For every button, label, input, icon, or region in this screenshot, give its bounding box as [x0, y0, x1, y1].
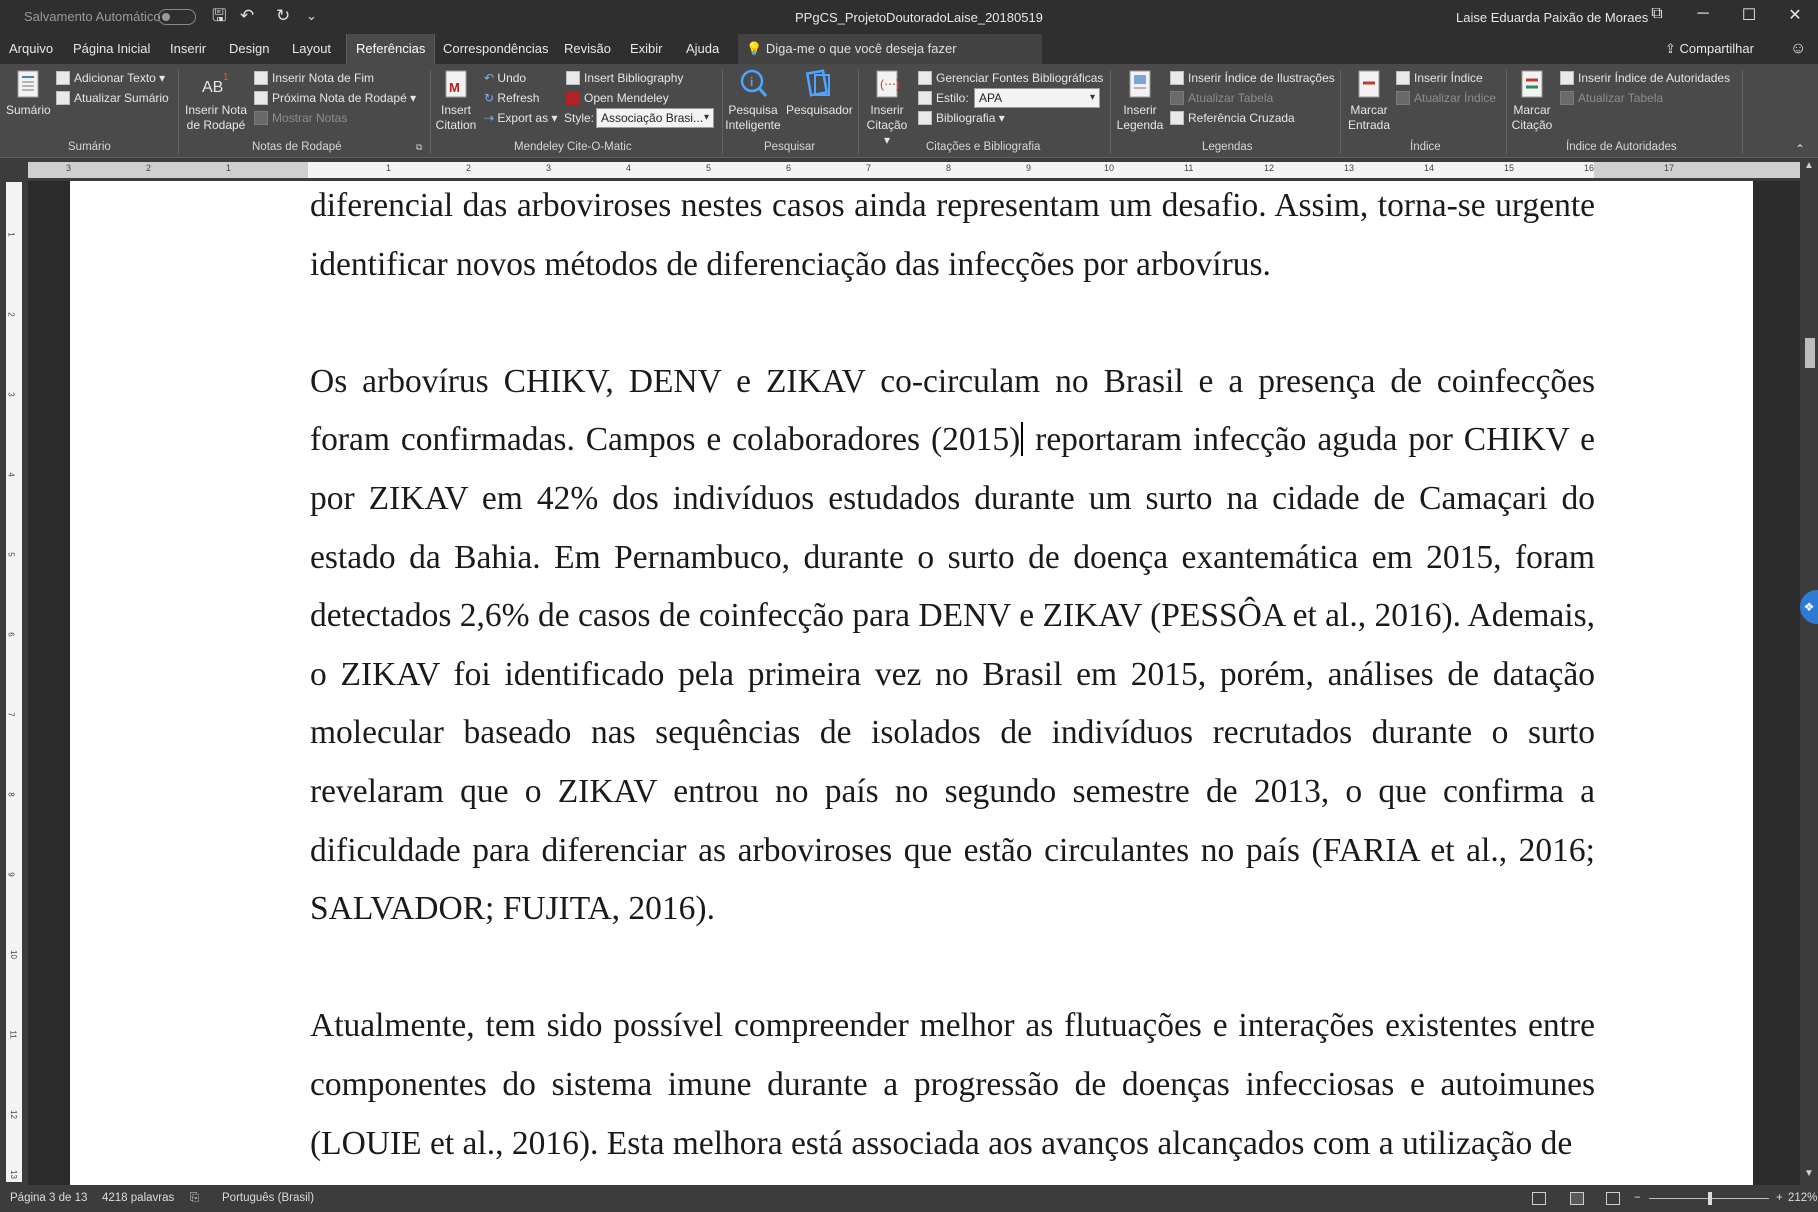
- group-label-legendas: Legendas: [1202, 141, 1253, 153]
- title-bar: [0, 0, 1818, 34]
- bibliography-icon: [566, 71, 580, 85]
- user-name[interactable]: Laise Eduarda Paixão de Moraes: [1456, 10, 1649, 25]
- svg-text:1: 1: [223, 72, 229, 83]
- tab-pagina-inicial[interactable]: Página Inicial: [73, 41, 151, 56]
- update-table-icon: [1170, 91, 1184, 105]
- horizontal-ruler-row: [0, 159, 1818, 181]
- document-body[interactable]: [310, 181, 1595, 1185]
- ruler-number: 11: [1184, 163, 1194, 173]
- ribbon-separator: [858, 70, 859, 154]
- mendeley-undo-button[interactable]: [484, 68, 526, 88]
- vruler-number: 12: [8, 1110, 18, 1119]
- svg-text:AB: AB: [202, 79, 224, 96]
- table-of-contents-icon: [12, 68, 44, 100]
- ruler-number: 8: [946, 163, 952, 173]
- ruler-number: 7: [866, 163, 872, 173]
- inserir-nota-fim-label: Inserir Nota de Fim: [272, 71, 375, 85]
- inserir-indice-autoridades-button[interactable]: [1560, 68, 1730, 88]
- zoom-out-button[interactable]: −: [1634, 1192, 1641, 1204]
- ribbon-separator: [430, 70, 431, 154]
- smart-lookup-icon: [737, 68, 769, 100]
- group-label-indice: Índice: [1410, 141, 1441, 153]
- insert-bibliography-label: Insert Bibliography: [584, 71, 684, 85]
- open-mendeley-button[interactable]: [566, 88, 669, 108]
- zoom-level[interactable]: 212%: [1788, 1192, 1818, 1204]
- researcher-icon: [803, 68, 835, 100]
- group-label-sumario: Sumário: [68, 141, 111, 153]
- proofing-icon[interactable]: ⎘: [190, 1192, 200, 1204]
- inserir-indice-button[interactable]: [1396, 68, 1483, 88]
- mendeley-refresh-button[interactable]: [484, 88, 539, 108]
- vruler-number: 7: [6, 712, 16, 717]
- atualizar-sumario-button[interactable]: [56, 88, 169, 108]
- style-label: Style:: [564, 111, 595, 125]
- tell-me-search[interactable]: 💡 Diga-me o que você deseja fazer: [738, 34, 1042, 64]
- gerenciar-fontes-button[interactable]: [918, 68, 1103, 88]
- marcar-citacao-line2: Citação: [1511, 118, 1553, 132]
- vruler-number: 8: [6, 792, 16, 797]
- language-indicator[interactable]: Português (Brasil): [222, 1192, 315, 1204]
- paragraph-2-part-b: reportaram infecção aguda por CHIKV e por ZIKAV em 42% dos indivíduos estudados durante um surto na cidade de Camaçari do estado da Bahia. Em Pernambuco, durante o surto de doença exantemática em 2015, foram detectados 2,6% de casos de coinfecção para DENV e ZIKAV (PESSÔA et al., 2016). Ademais, o ZIKAV foi identificado pela primeira vez no Brasil em 2015, porém, análises de datação molecular baseado nas sequências de isolados de indivíduos recrutados durante o surto revelaram que o ZIKAV entrou no país no segundo semestre de 2013, o que confirma a dificuldade para diferenciar as arboviroses que estão circulantes no país (FARIA et al., 2016; SALVADOR; FUJITA, 2016).: [310, 421, 1595, 928]
- ruler-number: 4: [626, 163, 632, 173]
- open-mendeley-label: Open Mendeley: [584, 91, 669, 105]
- style-icon: [918, 91, 932, 105]
- vertical-ruler[interactable]: [6, 182, 22, 1182]
- customize-qat-icon[interactable]: ⌄: [306, 8, 317, 23]
- paragraph-2-part-a: Os arbovírus CHIKV, DENV e ZIKAV co-circulam no Brasil e a presença de coinfecções foram confirmadas. Campos e colaboradores (2015): [310, 362, 1595, 459]
- mark-citation-icon: [1516, 68, 1548, 100]
- group-label-mendeley: Mendeley Cite-O-Matic: [514, 141, 632, 153]
- tab-exibir[interactable]: Exibir: [630, 41, 663, 56]
- mendeley-refresh-label: Refresh: [497, 91, 540, 105]
- sumario-label: Sumário: [6, 103, 51, 117]
- document-canvas[interactable]: [28, 181, 1800, 1185]
- inserir-nota-rodape-button[interactable]: [184, 68, 248, 133]
- group-label-autoridades: Índice de Autoridades: [1566, 141, 1677, 153]
- inserir-indice-label: Inserir Índice: [1414, 71, 1483, 85]
- inserir-indice-ilustracoes-button[interactable]: [1170, 68, 1335, 88]
- ribbon: [0, 64, 1818, 158]
- ruler-number: 15: [1504, 163, 1515, 173]
- vruler-number: 9: [6, 872, 16, 877]
- insert-citation-line2: Citation: [435, 118, 477, 132]
- referencia-cruzada-label: Referência Cruzada: [1188, 111, 1295, 125]
- mark-entry-icon: [1353, 68, 1385, 100]
- maximize-button[interactable]: ☐: [1741, 7, 1757, 24]
- svg-text:i: i: [750, 75, 754, 89]
- ruler-number: 3: [546, 163, 552, 173]
- document-page[interactable]: [70, 181, 1753, 1185]
- vruler-number: 2: [6, 312, 16, 317]
- inserir-legenda-line2: Legenda: [1116, 118, 1164, 132]
- footnote-icon: [200, 68, 232, 100]
- manage-sources-icon: [918, 71, 932, 85]
- atualizar-tabela-autoridades-label: Atualizar Tabela: [1578, 91, 1664, 105]
- document-title: PPgCS_ProjetoDoutoradoLaise_20180519: [795, 10, 1043, 25]
- endnote-icon: [254, 71, 268, 85]
- insert-citation-line1: Insert: [440, 103, 471, 117]
- export-as-label: Export as: [497, 111, 549, 125]
- inserir-nota-line2: de Rodapé: [186, 118, 246, 132]
- zoom-in-button[interactable]: +: [1776, 1192, 1783, 1204]
- tab-layout[interactable]: Layout: [292, 41, 332, 56]
- insert-index-icon: [1396, 71, 1410, 85]
- group-label-citacoes: Citações e Bibliografia: [926, 141, 1041, 153]
- referencia-cruzada-button[interactable]: [1170, 108, 1295, 128]
- bibliografia-label: Bibliografia: [936, 111, 996, 125]
- pesquisa-line1: Pesquisa: [728, 103, 778, 117]
- pesquisa-line2: Inteligente: [725, 118, 781, 132]
- word-count[interactable]: 4218 palavras: [102, 1192, 175, 1204]
- tab-referencias[interactable]: Referências: [346, 34, 435, 64]
- pesquisador-label: Pesquisador: [786, 103, 853, 117]
- save-icon[interactable]: 🖫: [212, 6, 227, 25]
- mendeley-logo-icon: [566, 91, 580, 105]
- pesquisador-button[interactable]: [786, 68, 852, 118]
- insert-citation-button[interactable]: [434, 68, 478, 133]
- dropbox-badge-icon[interactable]: ❖: [1800, 590, 1818, 624]
- tab-arquivo[interactable]: Arquivo: [9, 41, 54, 56]
- share-label: Compartilhar: [1679, 41, 1754, 56]
- group-label-notas: Notas de Rodapé: [252, 141, 342, 153]
- atualizar-tabela-legendas-button[interactable]: [1170, 88, 1273, 108]
- show-notes-icon: [254, 111, 268, 125]
- atualizar-tabela-legendas-label: Atualizar Tabela: [1188, 91, 1274, 105]
- vruler-number: 4: [6, 472, 16, 477]
- mostrar-notas-button[interactable]: [254, 108, 347, 128]
- atualizar-indice-button[interactable]: [1396, 88, 1496, 108]
- bibliography-style-value: APA: [979, 91, 1003, 105]
- ribbon-separator: [722, 70, 723, 154]
- marcar-citacao-button[interactable]: [1508, 68, 1556, 133]
- vruler-number: 1: [6, 232, 16, 237]
- inserir-nota-line1: Inserir Nota: [184, 103, 248, 117]
- minimize-button[interactable]: ─: [1697, 5, 1709, 22]
- svg-text:(⋯): (⋯): [880, 77, 900, 91]
- inserir-citacao-button[interactable]: (⋯) Inserir Citação ▾: [862, 68, 912, 148]
- ruler-number: 1: [226, 163, 232, 173]
- group-label-pesquisar: Pesquisar: [764, 141, 816, 153]
- insert-caption-icon: [1124, 68, 1156, 100]
- scroll-up-icon[interactable]: ▲: [1804, 160, 1814, 171]
- inserir-citacao-line1: Inserir: [870, 103, 904, 117]
- inserir-legenda-line1: Inserir: [1123, 103, 1157, 117]
- marcar-entrada-line2: Entrada: [1347, 118, 1391, 132]
- undo-icon[interactable]: ↶: [240, 6, 255, 25]
- ruler-number: 12: [1264, 163, 1275, 173]
- inserir-indice-ilustracoes-label: Inserir Índice de Ilustrações: [1188, 71, 1335, 85]
- dialog-launcher-icon[interactable]: ⧉: [416, 142, 423, 152]
- update-index-icon: [1396, 91, 1410, 105]
- inserir-legenda-button[interactable]: [1114, 68, 1166, 133]
- inserir-nota-fim-button[interactable]: [254, 68, 374, 88]
- insert-bibliography-button[interactable]: [566, 68, 683, 88]
- marcar-entrada-line1: Marcar: [1350, 103, 1388, 117]
- tab-inserir[interactable]: Inserir: [170, 41, 207, 56]
- proxima-nota-button[interactable]: Próxima Nota de Rodapé ▾: [254, 88, 416, 108]
- ruler-number: 16: [1584, 163, 1595, 173]
- inserir-citacao-line2: Citação: [866, 118, 908, 132]
- ruler-number: 2: [146, 163, 152, 173]
- close-button[interactable]: ✕: [1788, 7, 1802, 24]
- bibliography-style-select[interactable]: [974, 88, 1100, 108]
- ruler-number: 6: [786, 163, 792, 173]
- tell-me-text: Diga-me o que você deseja fazer: [765, 41, 957, 56]
- atualizar-sumario-label: Atualizar Sumário: [74, 91, 169, 105]
- ruler-number: 9: [1026, 163, 1032, 173]
- text-cursor: [1021, 422, 1023, 456]
- print-layout-icon[interactable]: [1570, 1192, 1584, 1205]
- ribbon-separator: [1340, 70, 1341, 154]
- vruler-number: 10: [8, 950, 18, 959]
- table-of-authorities-icon: [1560, 71, 1574, 85]
- vruler-number: 5: [6, 552, 16, 557]
- proxima-nota-label: Próxima Nota de Rodapé: [272, 91, 407, 105]
- share-button[interactable]: ⇪ Compartilhar: [1665, 41, 1754, 56]
- marcar-citacao-line1: Marcar: [1513, 103, 1551, 117]
- horizontal-ruler[interactable]: [28, 162, 1800, 178]
- estilo-label: [918, 88, 969, 108]
- redo-icon[interactable]: ↻: [276, 6, 291, 25]
- collapse-ribbon-icon[interactable]: ⌃: [1795, 142, 1806, 156]
- mendeley-undo-label: Undo: [497, 71, 527, 85]
- ruler-number: 17: [1664, 163, 1675, 173]
- tab-correspondencias[interactable]: Correspondências: [443, 41, 549, 56]
- undo-arrow-icon: ↶: [484, 71, 495, 85]
- vruler-number: 13: [8, 1170, 18, 1179]
- tab-design[interactable]: Design: [229, 41, 270, 56]
- next-footnote-icon: [254, 91, 268, 105]
- smiley-feedback-icon[interactable]: ☺: [1790, 40, 1807, 57]
- ribbon-separator: [178, 70, 179, 154]
- citation-style-value: Associação Brasi...: [601, 111, 704, 125]
- ruler-number: 14: [1424, 163, 1435, 173]
- table-of-figures-icon: [1170, 71, 1184, 85]
- inserir-indice-autoridades-label: Inserir Índice de Autoridades: [1578, 71, 1731, 85]
- vruler-number: 3: [6, 392, 16, 397]
- ribbon-separator: [1742, 70, 1743, 154]
- autosave-toggle[interactable]: [158, 9, 196, 25]
- ruler-number: 13: [1344, 163, 1355, 173]
- mostrar-notas-label: Mostrar Notas: [272, 111, 348, 125]
- mendeley-citation-icon: [440, 68, 472, 100]
- ribbon-display-icon[interactable]: ⧉: [1651, 5, 1663, 22]
- pesquisa-inteligente-button[interactable]: [724, 68, 782, 133]
- vertical-scrollbar[interactable]: [1800, 158, 1818, 1185]
- ruler-number: 10: [1104, 163, 1115, 173]
- paragraph-3[interactable]: Atualmente, tem sido possível compreender melhor as flutuações e interações existentes entre componentes do sistema imune durante a progressão de doenças infecciosas e autoimunes (LOUIE et al., 2016). Esta melhora está associada aos avanços alcançados com a utilização de: [310, 1007, 1595, 1162]
- adicionar-texto-button[interactable]: Adicionar Texto ▾: [56, 68, 165, 88]
- vruler-number: 11: [8, 1030, 18, 1039]
- add-text-icon: [56, 71, 70, 85]
- ruler-number: 5: [706, 163, 712, 173]
- atualizar-tabela-autoridades-button[interactable]: [1560, 88, 1663, 108]
- ribbon-separator: [1506, 70, 1507, 154]
- web-layout-icon[interactable]: [1606, 1192, 1620, 1205]
- insert-citation-icon: [871, 68, 903, 100]
- read-mode-icon[interactable]: [1532, 1192, 1546, 1205]
- export-as-button[interactable]: ⇢ Export as ▾: [484, 111, 558, 125]
- ribbon-separator: [1110, 70, 1111, 154]
- adicionar-texto-label: Adicionar Texto: [74, 71, 156, 85]
- scrollbar-thumb[interactable]: [1805, 338, 1815, 368]
- paragraph-1[interactable]: diferencial das arboviroses nestes casos ainda representam um desafio. Assim, torna-se urgente identificar novos métodos de diferenciação das infecções por arbovírus.: [310, 187, 1595, 283]
- autosave-label: Salvamento Automático: [24, 9, 161, 24]
- vruler-number: 6: [6, 632, 16, 637]
- sumario-button[interactable]: [6, 68, 50, 118]
- update-toc-icon: [56, 91, 70, 105]
- atualizar-indice-label: Atualizar Índice: [1414, 91, 1497, 105]
- tab-ajuda[interactable]: Ajuda: [686, 41, 720, 56]
- ruler-number: 3: [66, 163, 72, 173]
- bibliografia-button[interactable]: Bibliografia ▾: [918, 108, 1005, 128]
- svg-text:M: M: [449, 80, 460, 95]
- paragraph-2[interactable]: [310, 353, 1595, 939]
- cross-reference-icon: [1170, 111, 1184, 125]
- tab-revisao[interactable]: Revisão: [564, 41, 611, 56]
- status-bar: [0, 1185, 1818, 1212]
- page-count[interactable]: Página 3 de 13: [10, 1192, 88, 1204]
- export-icon: ⇢: [484, 111, 495, 125]
- refresh-icon: ↻: [484, 91, 495, 105]
- ruler-number: 2: [466, 163, 472, 173]
- zoom-slider-thumb[interactable]: [1708, 1192, 1712, 1205]
- bibliography-book-icon: [918, 111, 932, 125]
- estilo-label-text: Estilo:: [936, 91, 969, 105]
- ruler-number: 1: [386, 163, 392, 173]
- scroll-down-icon[interactable]: ▼: [1804, 1168, 1814, 1179]
- citation-style-select[interactable]: [596, 108, 714, 128]
- gerenciar-fontes-label: Gerenciar Fontes Bibliográficas: [936, 71, 1104, 85]
- marcar-entrada-button[interactable]: [1344, 68, 1394, 133]
- update-authorities-icon: [1560, 91, 1574, 105]
